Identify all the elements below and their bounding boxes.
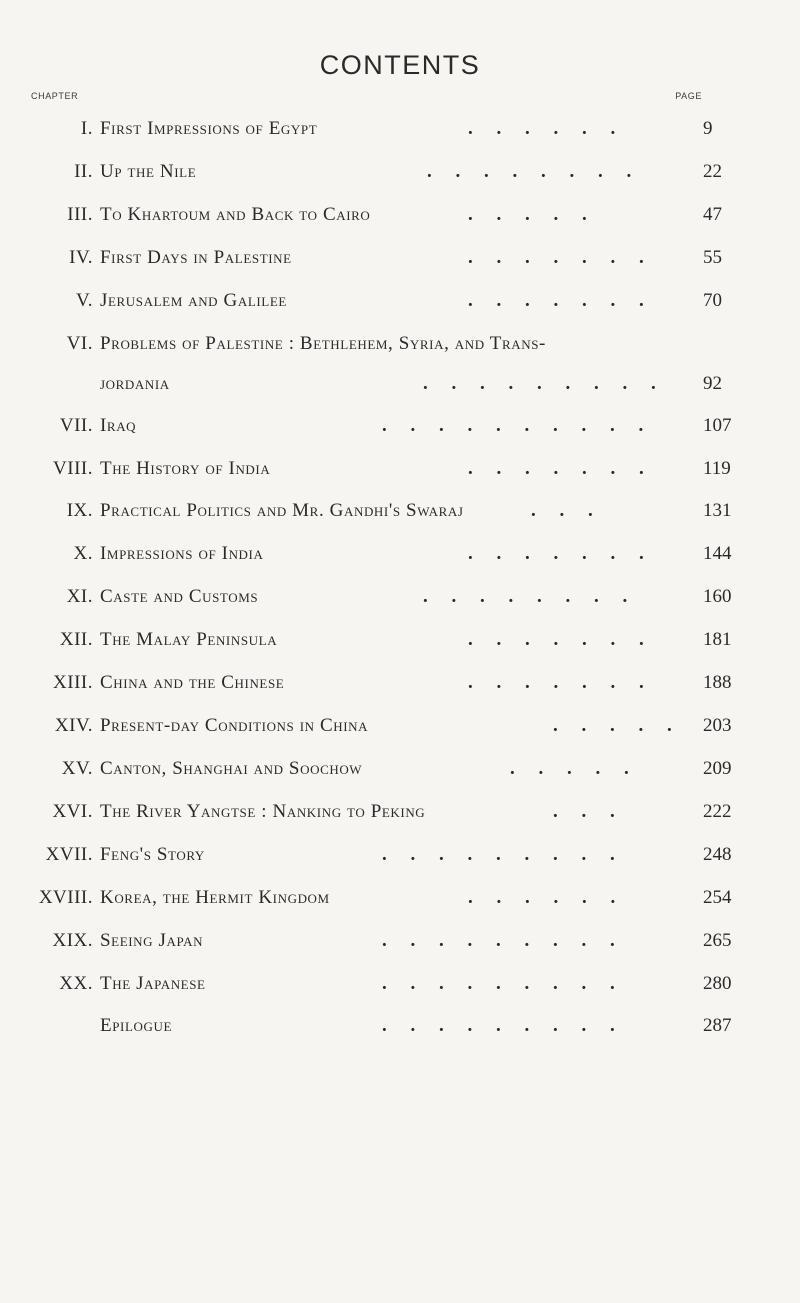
toc-entry[interactable]	[0, 927, 800, 955]
toc-entry[interactable]	[0, 115, 800, 143]
chapter-title: Seeing Japan	[100, 930, 204, 951]
toc-entry[interactable]	[0, 1012, 800, 1040]
toc-entry[interactable]	[0, 583, 800, 611]
chapter-title: First Days in Palestine	[100, 247, 292, 268]
chapter-number: XVII.	[45, 844, 93, 865]
chapter-number: IV.	[69, 247, 93, 268]
toc-entry[interactable]	[0, 712, 800, 740]
dot-leader: . . .	[531, 500, 593, 521]
chapter-number: X.	[73, 543, 93, 564]
chapter-column-label: CHAPTER	[31, 91, 79, 101]
toc-entry[interactable]	[0, 455, 800, 483]
toc-entry[interactable]	[0, 970, 800, 998]
chapter-number: IX.	[66, 500, 93, 521]
chapter-number: XIV.	[54, 715, 93, 736]
toc-entry[interactable]	[0, 626, 800, 654]
chapter-number: XX.	[59, 973, 93, 994]
chapter-title: Up the Nile	[100, 161, 197, 182]
toc-entry[interactable]	[0, 370, 800, 398]
page-number: 287	[703, 1015, 732, 1036]
toc-entry[interactable]	[0, 755, 800, 783]
chapter-title: Problems of Palestine : Bethlehem, Syria, and Trans-	[100, 333, 546, 354]
toc-entry[interactable]	[0, 201, 800, 229]
chapter-title: First Impressions of Egypt	[100, 118, 318, 139]
chapter-number: XIII.	[53, 672, 93, 693]
dot-leader: . . . . .	[468, 204, 587, 225]
chapter-number: XIX.	[52, 930, 93, 951]
dot-leader: . . . . . . . . .	[382, 1015, 615, 1036]
chapter-title: jordania	[100, 373, 170, 394]
dot-leader: . . . . . .	[468, 118, 616, 139]
chapter-title: Jerusalem and Galilee	[100, 290, 287, 311]
dot-leader: . . . . . . . . .	[382, 844, 615, 865]
toc-entry[interactable]	[0, 412, 800, 440]
chapter-title: Impressions of India	[100, 543, 264, 564]
dot-leader: . . . . . . .	[468, 290, 644, 311]
toc-entry[interactable]	[0, 158, 800, 186]
page-number: 209	[703, 758, 732, 779]
page-number: 280	[703, 973, 732, 994]
dot-leader: . . .	[553, 801, 615, 822]
chapter-number: XII.	[59, 629, 93, 650]
dot-leader: . . . . . . . .	[427, 161, 632, 182]
chapter-title: Feng's Story	[100, 844, 205, 865]
page-number: 22	[703, 161, 722, 182]
page-number: 181	[703, 629, 732, 650]
chapter-number: I.	[80, 118, 93, 139]
dot-leader: . . . . .	[553, 715, 672, 736]
page-number: 131	[703, 500, 732, 521]
chapter-title: Korea, the Hermit Kingdom	[100, 887, 330, 908]
page-number: 265	[703, 930, 732, 951]
page-number: 47	[703, 204, 722, 225]
chapter-title: China and the Chinese	[100, 672, 285, 693]
chapter-title: Caste and Customs	[100, 586, 259, 607]
chapter-number: V.	[75, 290, 93, 311]
page-number: 160	[703, 586, 732, 607]
page-number: 119	[703, 458, 731, 479]
page-number: 92	[703, 373, 722, 394]
dot-leader: . . . . . . . . .	[423, 373, 656, 394]
page-number: 55	[703, 247, 722, 268]
dot-leader: . . . . . . . . .	[382, 930, 615, 951]
dot-leader: . . . . .	[510, 758, 629, 779]
chapter-title: The Malay Peninsula	[100, 629, 278, 650]
chapter-title: The Japanese	[100, 973, 206, 994]
chapter-number: VII.	[59, 415, 93, 436]
page-number: 9	[703, 118, 713, 139]
toc-entry[interactable]	[0, 669, 800, 697]
chapter-number: XVIII.	[38, 887, 93, 908]
chapter-number: VI.	[66, 333, 93, 354]
chapter-title: To Khartoum and Back to Cairo	[100, 204, 371, 225]
dot-leader: . . . . . . .	[468, 543, 644, 564]
chapter-title: Epilogue	[100, 1015, 173, 1036]
dot-leader: . . . . . . . . .	[382, 973, 615, 994]
dot-leader: . . . . . . .	[468, 247, 644, 268]
chapter-number: II.	[74, 161, 93, 182]
page-number: 107	[703, 415, 732, 436]
chapter-title: Present-day Conditions in China	[100, 715, 369, 736]
toc-entry[interactable]	[0, 841, 800, 869]
dot-leader: . . . . . .	[468, 887, 616, 908]
page-number: 254	[703, 887, 732, 908]
toc-entry[interactable]	[0, 540, 800, 568]
chapter-title: Iraq	[100, 415, 137, 436]
page-number: 203	[703, 715, 732, 736]
page-number: 70	[703, 290, 722, 311]
chapter-number: XV.	[61, 758, 93, 779]
chapter-number: XVI.	[52, 801, 93, 822]
toc-entry[interactable]	[0, 287, 800, 315]
dot-leader: . . . . . . .	[468, 629, 644, 650]
page-number: 222	[703, 801, 732, 822]
page-column-label: PAGE	[675, 91, 702, 101]
dot-leader: . . . . . . .	[468, 672, 644, 693]
chapter-title: Canton, Shanghai and Soochow	[100, 758, 363, 779]
chapter-title: Practical Politics and Mr. Gandhi's Swaraj	[100, 500, 464, 521]
page-number: 248	[703, 844, 732, 865]
chapter-number: VIII.	[53, 458, 93, 479]
toc-entry[interactable]	[0, 884, 800, 912]
dot-leader: . . . . . . . .	[423, 586, 628, 607]
chapter-number: XI.	[66, 586, 93, 607]
toc-entry[interactable]	[0, 244, 800, 272]
dot-leader: . . . . . . .	[468, 458, 644, 479]
toc-entry[interactable]	[0, 497, 800, 525]
chapter-title: The River Yangtse : Nanking to Peking	[100, 801, 426, 822]
dot-leader: . . . . . . . . . .	[382, 415, 644, 436]
chapter-number: III.	[67, 204, 93, 225]
page-number: 188	[703, 672, 732, 693]
toc-entry[interactable]	[0, 330, 800, 358]
page-number: 144	[703, 543, 732, 564]
chapter-title: The History of India	[100, 458, 271, 479]
toc-entry[interactable]	[0, 798, 800, 826]
page-title: CONTENTS	[319, 50, 481, 80]
